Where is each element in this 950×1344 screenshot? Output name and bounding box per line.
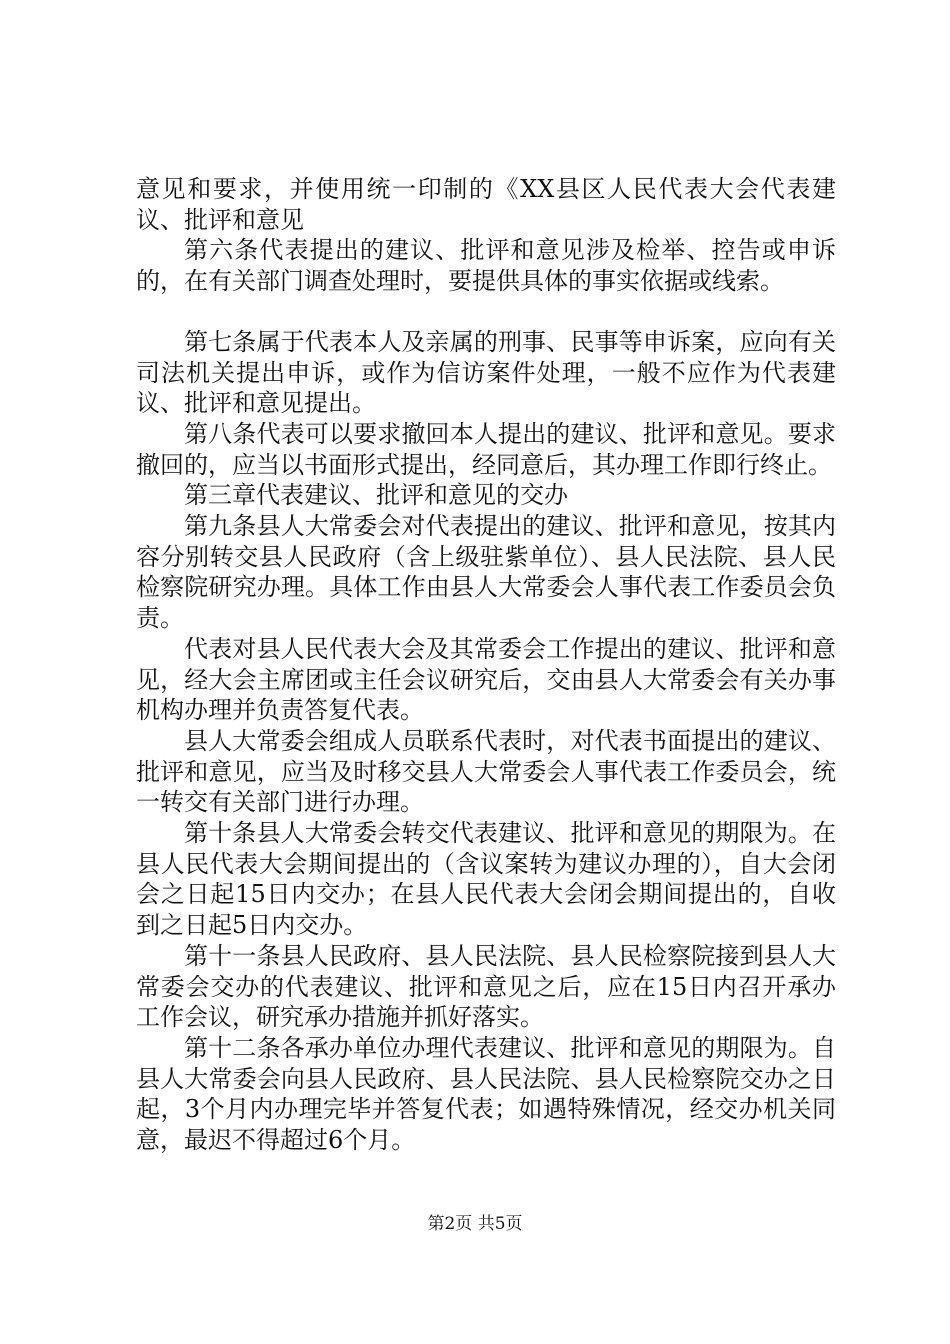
paragraph-article-12: 第十二条各承办单位办理代表建议、批评和意见的期限为。自县人大常委会向县人民政府、县人民法院、县人民检察院交办之日起，3个月内办理完毕并答复代表；如遇特殊情况，经交办机关同意，最迟不得超过6个月。 <box>136 1033 836 1155</box>
paragraph-article-11: 第十一条县人民政府、县人民法院、县人民检察院接到县人大常委会交办的代表建议、批评和意见之后，应在15日内召开承办工作会议，研究承办措施并抓好落实。 <box>136 941 836 1032</box>
paragraph-article-10: 第十条县人大常委会转交代表建议、批评和意见的期限为。在县人民代表大会期间提出的（含议案转为建议办理的），自大会闭会之日起15日内交办；在县人民代表大会闭会期间提出的，自收到之日起5日内交办。 <box>136 819 836 940</box>
chapter-heading: 第三章代表建议、批评和意见的交办 <box>184 481 568 510</box>
paragraph-article-7: 第七条属于代表本人及亲属的刑事、民事等申诉案，应向有关司法机关提出申诉，或作为信访案件处理，一般不应作为代表建议、批评和意见提出。 <box>136 327 836 418</box>
page-number-footer: 第2页 共5页 <box>427 1214 523 1234</box>
paragraph-article-9-c: 县人大常委会组成人员联系代表时，对代表书面提出的建议、批评和意见，应当及时移交县人大常委会人事代表工作委员会，统一转交有关部门进行办理。 <box>136 726 836 817</box>
paragraph-article-8: 第八条代表可以要求撤回本人提出的建议、批评和意见。要求撤回的，应当以书面形式提出，经同意后，其办理工作即行终止。 <box>136 419 836 479</box>
paragraph-continuation: 意见和要求，并使用统一印制的《XX县区人民代表大会代表建议、批评和意见 <box>136 175 836 234</box>
paragraph-article-9: 第九条县人大常委会对代表提出的建议、批评和意见，按其内容分别转交县人民政府（含上级驻紫单位）、县人民法院、县人民检察院研究办理。具体工作由县人大常委会人事代表工作委员会负责。 <box>136 512 836 633</box>
paragraph-article-6: 第六条代表提出的建议、批评和意见涉及检举、控告或申诉的，在有关部门调查处理时，要提供具体的事实依据或线索。 <box>136 236 836 296</box>
document-body <box>136 174 836 1156</box>
paragraph-article-9-b: 代表对县人民代表大会及其常委会工作提出的建议、批评和意见，经大会主席团或主任会议研究后，交由县人大常委会有关办事机构办理并负责答复代表。 <box>136 634 836 725</box>
